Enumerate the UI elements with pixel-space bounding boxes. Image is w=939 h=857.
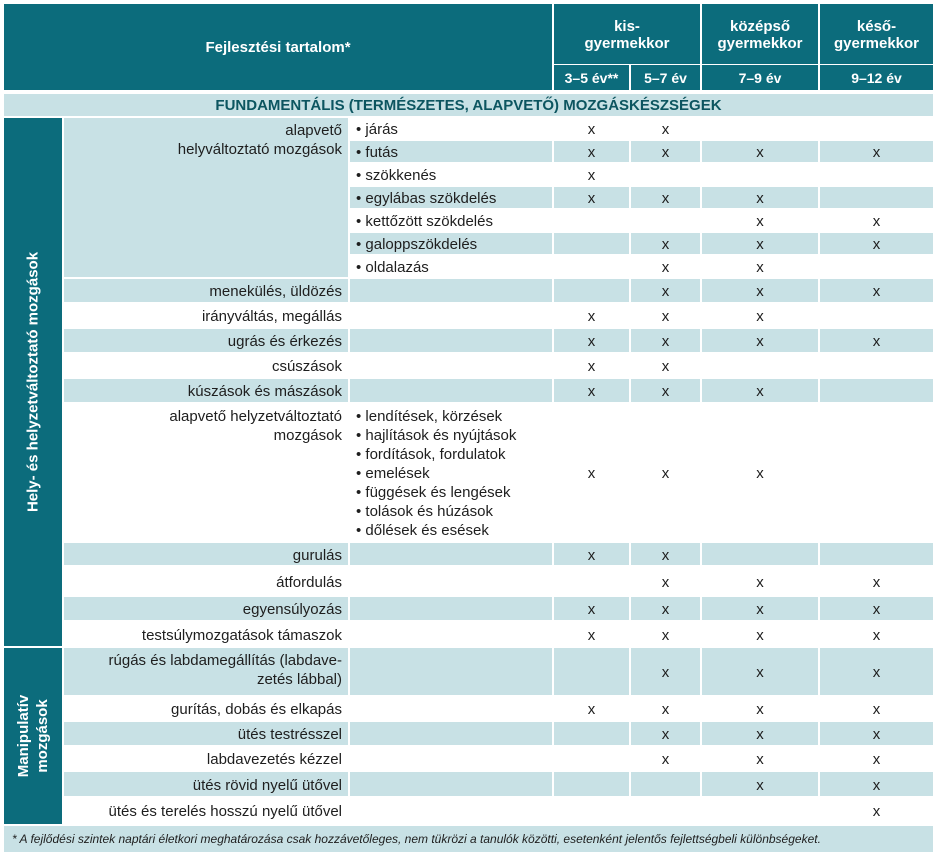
- mark-cell: [820, 567, 933, 597]
- row-divider: [64, 377, 933, 379]
- mark-cell: [820, 279, 933, 304]
- x-mark: x: [587, 626, 596, 644]
- mark-cell: [554, 722, 629, 747]
- mark-cell: [702, 798, 818, 824]
- side-line2: mozgások: [34, 699, 51, 773]
- x-mark: x: [661, 358, 670, 375]
- x-mark: x: [661, 751, 670, 768]
- section-title: FUNDAMENTÁLIS (TERMÉSZETES, ALAPVETŐ) MOZGÁSKÉSZSÉGEK: [4, 94, 933, 116]
- x-mark: x: [872, 213, 881, 230]
- x-mark: x: [872, 751, 881, 768]
- row-name: [64, 747, 348, 772]
- row-divider: [64, 565, 933, 567]
- sub-item: • hajlítások és nyújtások: [356, 427, 517, 444]
- mark-cell: [820, 543, 933, 567]
- group-label-line1: késő-: [856, 17, 897, 35]
- mark-cell: [554, 404, 629, 543]
- x-mark: x: [872, 726, 881, 743]
- x-mark: x: [756, 664, 764, 681]
- mark-cell: [820, 597, 933, 622]
- sub-item: • emelések: [356, 465, 430, 482]
- x-mark: x: [661, 573, 670, 591]
- mark-cell: [554, 747, 629, 772]
- mark-cell: [631, 597, 700, 622]
- row-divider: [350, 254, 933, 256]
- row-sub: [350, 622, 552, 648]
- x-mark: x: [872, 701, 881, 718]
- mark-cell: [702, 622, 818, 648]
- x-mark: x: [872, 144, 881, 161]
- x-mark: x: [587, 333, 596, 350]
- x-mark: x: [661, 236, 670, 253]
- mark-cell: [702, 404, 818, 543]
- row-divider: [64, 116, 933, 118]
- row-divider: [350, 185, 933, 187]
- row-name-line: rúgás és labdamegállítás (labdave-: [108, 652, 342, 669]
- mark-cell: [554, 141, 629, 164]
- x-mark: x: [587, 144, 596, 161]
- side-label-hely: [4, 118, 62, 646]
- age-5-7: [631, 65, 700, 90]
- x-mark: x: [661, 259, 670, 276]
- x-mark: x: [756, 190, 764, 207]
- x-mark: x: [587, 190, 596, 207]
- mark-cell: [554, 210, 629, 233]
- mark-cell: [631, 798, 700, 824]
- mark-cell: [631, 141, 700, 164]
- age-label: 7–9 év: [738, 69, 782, 86]
- mark-cell: [820, 379, 933, 404]
- mark-cell: [631, 747, 700, 772]
- x-mark: x: [756, 601, 764, 618]
- mark-cell: [820, 164, 933, 187]
- row-name: [64, 597, 348, 622]
- row-divider: [64, 695, 933, 697]
- row-name: [64, 354, 348, 379]
- header-group-kis: [554, 4, 700, 65]
- row-divider: [64, 745, 933, 747]
- x-mark: x: [756, 236, 764, 253]
- mark-cell: [631, 772, 700, 798]
- row-divider: [64, 352, 933, 354]
- row-name-line: alapvető helyzetváltoztató: [169, 408, 342, 425]
- row-name-line: ütés testrésszel: [237, 726, 342, 743]
- row-divider: [64, 302, 933, 304]
- x-mark: x: [756, 776, 764, 794]
- x-mark: x: [661, 383, 670, 400]
- row-divider: [350, 231, 933, 233]
- group-label-line2: gyermekkor: [833, 34, 920, 52]
- row-name: [64, 772, 348, 798]
- row-sub: [350, 329, 552, 354]
- x-mark: x: [756, 308, 764, 325]
- row-divider: [350, 139, 933, 141]
- row-sub: [350, 279, 552, 304]
- x-mark: x: [756, 383, 764, 400]
- mark-cell: [554, 622, 629, 648]
- mark-cell: [820, 233, 933, 256]
- sub-item: • lendítések, körzések: [356, 408, 503, 425]
- x-mark: x: [661, 121, 670, 138]
- mark-cell: [631, 233, 700, 256]
- row-sub: [350, 798, 552, 824]
- x-mark: x: [661, 465, 670, 482]
- x-mark: x: [661, 190, 670, 207]
- sub-item: • futás: [356, 144, 398, 161]
- x-mark: x: [872, 626, 881, 644]
- row-sub: [350, 697, 552, 722]
- x-mark: x: [661, 601, 670, 618]
- mark-cell: [702, 256, 818, 279]
- row-name: [64, 648, 348, 697]
- row-sub: [350, 722, 552, 747]
- row-name: [64, 304, 348, 329]
- row-name-line: kúszások és mászások: [187, 383, 342, 400]
- row-sub: [350, 747, 552, 772]
- x-mark: x: [661, 546, 670, 564]
- mark-cell: [631, 187, 700, 210]
- mark-cell: [820, 648, 933, 697]
- x-mark: x: [587, 167, 596, 184]
- row-divider: [64, 327, 933, 329]
- mark-cell: [554, 304, 629, 329]
- row-name: [64, 567, 348, 597]
- row-name-line: mozgások: [273, 427, 342, 444]
- mark-cell: [702, 597, 818, 622]
- mark-cell: [631, 304, 700, 329]
- row-divider: [350, 162, 933, 164]
- mark-cell: [554, 256, 629, 279]
- row-name: [64, 543, 348, 567]
- row-name-line: gurítás, dobás és elkapás: [171, 701, 342, 718]
- row-sub: [350, 379, 552, 404]
- mark-cell: [702, 772, 818, 798]
- mark-cell: [702, 648, 818, 697]
- x-mark: x: [661, 726, 670, 743]
- x-mark: x: [587, 465, 596, 482]
- mark-cell: [820, 722, 933, 747]
- mark-cell: [554, 772, 629, 798]
- row-sub: [350, 141, 552, 164]
- age-7-9: [702, 65, 818, 90]
- mark-cell: [554, 379, 629, 404]
- row-sub: [350, 233, 552, 256]
- mark-cell: [820, 747, 933, 772]
- header-content-title: [4, 4, 552, 90]
- mark-cell: [702, 697, 818, 722]
- x-mark: x: [872, 333, 881, 350]
- mark-cell: [702, 722, 818, 747]
- mark-cell: [631, 256, 700, 279]
- row-name-line: ütés rövid nyelű ütővel: [192, 776, 342, 794]
- row-sub: [350, 210, 552, 233]
- mark-cell: [631, 404, 700, 543]
- mark-cell: [631, 354, 700, 379]
- mark-cell: [631, 118, 700, 141]
- age-3-5: [554, 65, 629, 90]
- row-name: [64, 722, 348, 747]
- mark-cell: [702, 210, 818, 233]
- row-name-line: ugrás és érkezés: [227, 333, 342, 350]
- x-mark: x: [872, 664, 881, 681]
- row-name-line: ütés és terelés hosszú nyelű ütővel: [108, 802, 342, 820]
- row-name-line: egyensúlyozás: [242, 601, 342, 618]
- mark-cell: [554, 233, 629, 256]
- row-sub: [350, 404, 552, 543]
- mark-cell: [820, 329, 933, 354]
- group-label-line2: gyermekkor: [717, 34, 803, 52]
- mark-cell: [702, 354, 818, 379]
- mark-cell: [631, 722, 700, 747]
- row-name-line: helyváltoztató mozgások: [177, 141, 342, 158]
- row-divider: [64, 720, 933, 722]
- mark-cell: [702, 279, 818, 304]
- mark-cell: [702, 164, 818, 187]
- x-mark: x: [872, 283, 881, 300]
- row-name-line: testsúlymozgatások támaszok: [141, 626, 342, 644]
- x-mark: x: [587, 358, 596, 375]
- row-divider: [64, 402, 933, 404]
- mark-cell: [702, 329, 818, 354]
- x-mark: x: [587, 546, 596, 564]
- row-sub: [350, 164, 552, 187]
- row-name-line: labdavezetés kézzel: [206, 751, 342, 768]
- row-divider: [64, 796, 933, 798]
- x-mark: x: [756, 726, 764, 743]
- mark-cell: [631, 379, 700, 404]
- sub-item: • tolások és húzások: [356, 503, 493, 520]
- mark-cell: [702, 118, 818, 141]
- row-divider: [64, 277, 933, 279]
- row-divider: [64, 620, 933, 622]
- row-name: [64, 118, 348, 279]
- side-label-text: Hely- és helyzetváltoztató mozgások: [24, 251, 42, 513]
- mark-cell: [631, 648, 700, 697]
- x-mark: x: [756, 333, 764, 350]
- x-mark: x: [587, 308, 596, 325]
- row-sub: [350, 256, 552, 279]
- mark-cell: [820, 187, 933, 210]
- mark-cell: [631, 210, 700, 233]
- row-name-line: csúszások: [271, 358, 342, 375]
- row-name-line: átfordulás: [276, 573, 342, 591]
- row-name: [64, 379, 348, 404]
- sub-item: • fordítások, fordulatok: [356, 446, 506, 463]
- row-sub: [350, 543, 552, 567]
- header-divider: [554, 64, 933, 65]
- row-divider: [350, 208, 933, 210]
- x-mark: x: [756, 283, 764, 300]
- mark-cell: [702, 543, 818, 567]
- row-sub: [350, 187, 552, 210]
- age-label: 3–5 év**: [564, 69, 619, 86]
- row-name: [64, 329, 348, 354]
- mark-cell: [554, 279, 629, 304]
- mark-cell: [820, 304, 933, 329]
- age-9-12: [820, 65, 933, 90]
- age-label: 9–12 év: [851, 69, 902, 86]
- mark-cell: [702, 747, 818, 772]
- footnote: * A fejlődési szintek naptári életkori meghatározása csak hozzávetőleges, nem tükrözi a tanulók közötti, esetenként jelentős fejlettségbeli különbségeket.: [4, 826, 933, 852]
- row-sub: [350, 648, 552, 697]
- mark-cell: [820, 141, 933, 164]
- row-sub: [350, 118, 552, 141]
- row-divider: [64, 770, 933, 772]
- row-name: [64, 798, 348, 824]
- mark-cell: [631, 697, 700, 722]
- mark-cell: [820, 354, 933, 379]
- mark-cell: [820, 772, 933, 798]
- row-name-line: gurulás: [292, 546, 342, 564]
- x-mark: x: [661, 664, 670, 681]
- sub-item: • dőlések és esések: [356, 522, 489, 539]
- row-divider: [64, 541, 933, 543]
- mark-cell: [554, 567, 629, 597]
- mark-cell: [631, 164, 700, 187]
- mark-cell: [820, 118, 933, 141]
- row-name: [64, 279, 348, 304]
- x-mark: x: [756, 626, 764, 644]
- sub-item: • galoppszökdelés: [356, 236, 478, 253]
- mark-cell: [820, 210, 933, 233]
- x-mark: x: [756, 701, 764, 718]
- mark-cell: [554, 543, 629, 567]
- x-mark: x: [587, 701, 596, 718]
- sub-item: • oldalazás: [356, 259, 429, 276]
- x-mark: x: [587, 121, 596, 138]
- mark-cell: [554, 798, 629, 824]
- x-mark: x: [661, 333, 670, 350]
- mark-cell: [820, 622, 933, 648]
- sub-item: • kettőzött szökdelés: [356, 213, 493, 230]
- row-sub: [350, 567, 552, 597]
- mark-cell: [702, 379, 818, 404]
- mark-cell: [631, 543, 700, 567]
- content-title: Fejlesztési tartalom*: [205, 38, 351, 56]
- side-line1: Manipulatív: [15, 694, 32, 778]
- mark-cell: [554, 697, 629, 722]
- x-mark: x: [756, 573, 764, 591]
- mark-cell: [820, 697, 933, 722]
- row-name-line: zetés lábbal): [256, 671, 342, 688]
- row-divider: [64, 646, 933, 648]
- x-mark: x: [872, 601, 881, 618]
- x-mark: x: [661, 283, 670, 300]
- mark-cell: [702, 187, 818, 210]
- x-mark: x: [872, 236, 881, 253]
- group-label-line2: gyermekkor: [584, 34, 670, 52]
- mark-cell: [820, 798, 933, 824]
- mark-cell: [554, 354, 629, 379]
- mark-cell: [554, 164, 629, 187]
- x-mark: x: [872, 802, 881, 820]
- row-sub: [350, 597, 552, 622]
- group-label-line1: középső: [729, 17, 790, 35]
- mark-cell: [702, 304, 818, 329]
- x-mark: x: [872, 573, 881, 591]
- row-name-line: alapvető: [285, 122, 342, 139]
- side-label-text: [14, 695, 52, 778]
- mark-cell: [631, 329, 700, 354]
- group-label-line1: kis-: [614, 17, 640, 35]
- mark-cell: [631, 567, 700, 597]
- row-name: [64, 697, 348, 722]
- row-name-line: irányváltás, megállás: [201, 308, 342, 325]
- x-mark: x: [587, 601, 596, 618]
- row-name-line: menekülés, üldözés: [209, 283, 342, 300]
- x-mark: x: [872, 776, 881, 794]
- mark-cell: [702, 567, 818, 597]
- row-sub: [350, 304, 552, 329]
- mark-cell: [554, 118, 629, 141]
- mark-cell: [702, 141, 818, 164]
- x-mark: x: [756, 751, 764, 768]
- x-mark: x: [756, 465, 764, 482]
- header-group-keso: [820, 4, 933, 65]
- x-mark: x: [756, 259, 764, 276]
- x-mark: x: [661, 701, 670, 718]
- row-name: [64, 622, 348, 648]
- row-divider: [64, 595, 933, 597]
- x-mark: x: [661, 308, 670, 325]
- x-mark: x: [661, 626, 670, 644]
- sub-item: • járás: [356, 121, 398, 138]
- x-mark: x: [756, 213, 764, 230]
- row-name: [64, 404, 348, 543]
- mark-cell: [554, 597, 629, 622]
- sub-item: • szökkenés: [356, 167, 437, 184]
- sub-item: • egylábas szökdelés: [356, 190, 497, 207]
- x-mark: x: [756, 144, 764, 161]
- mark-cell: [631, 279, 700, 304]
- x-mark: x: [587, 383, 596, 400]
- mark-cell: [820, 404, 933, 543]
- mark-cell: [554, 187, 629, 210]
- age-label: 5–7 év: [644, 69, 687, 86]
- mark-cell: [702, 233, 818, 256]
- mark-cell: [820, 256, 933, 279]
- row-sub: [350, 772, 552, 798]
- mark-cell: [631, 622, 700, 648]
- side-label-manip: [4, 648, 62, 824]
- mark-cell: [554, 648, 629, 697]
- header-group-kozepso: [702, 4, 818, 65]
- mark-cell: [554, 329, 629, 354]
- x-mark: x: [661, 144, 670, 161]
- sub-item: • függések és lengések: [356, 484, 511, 501]
- row-sub: [350, 354, 552, 379]
